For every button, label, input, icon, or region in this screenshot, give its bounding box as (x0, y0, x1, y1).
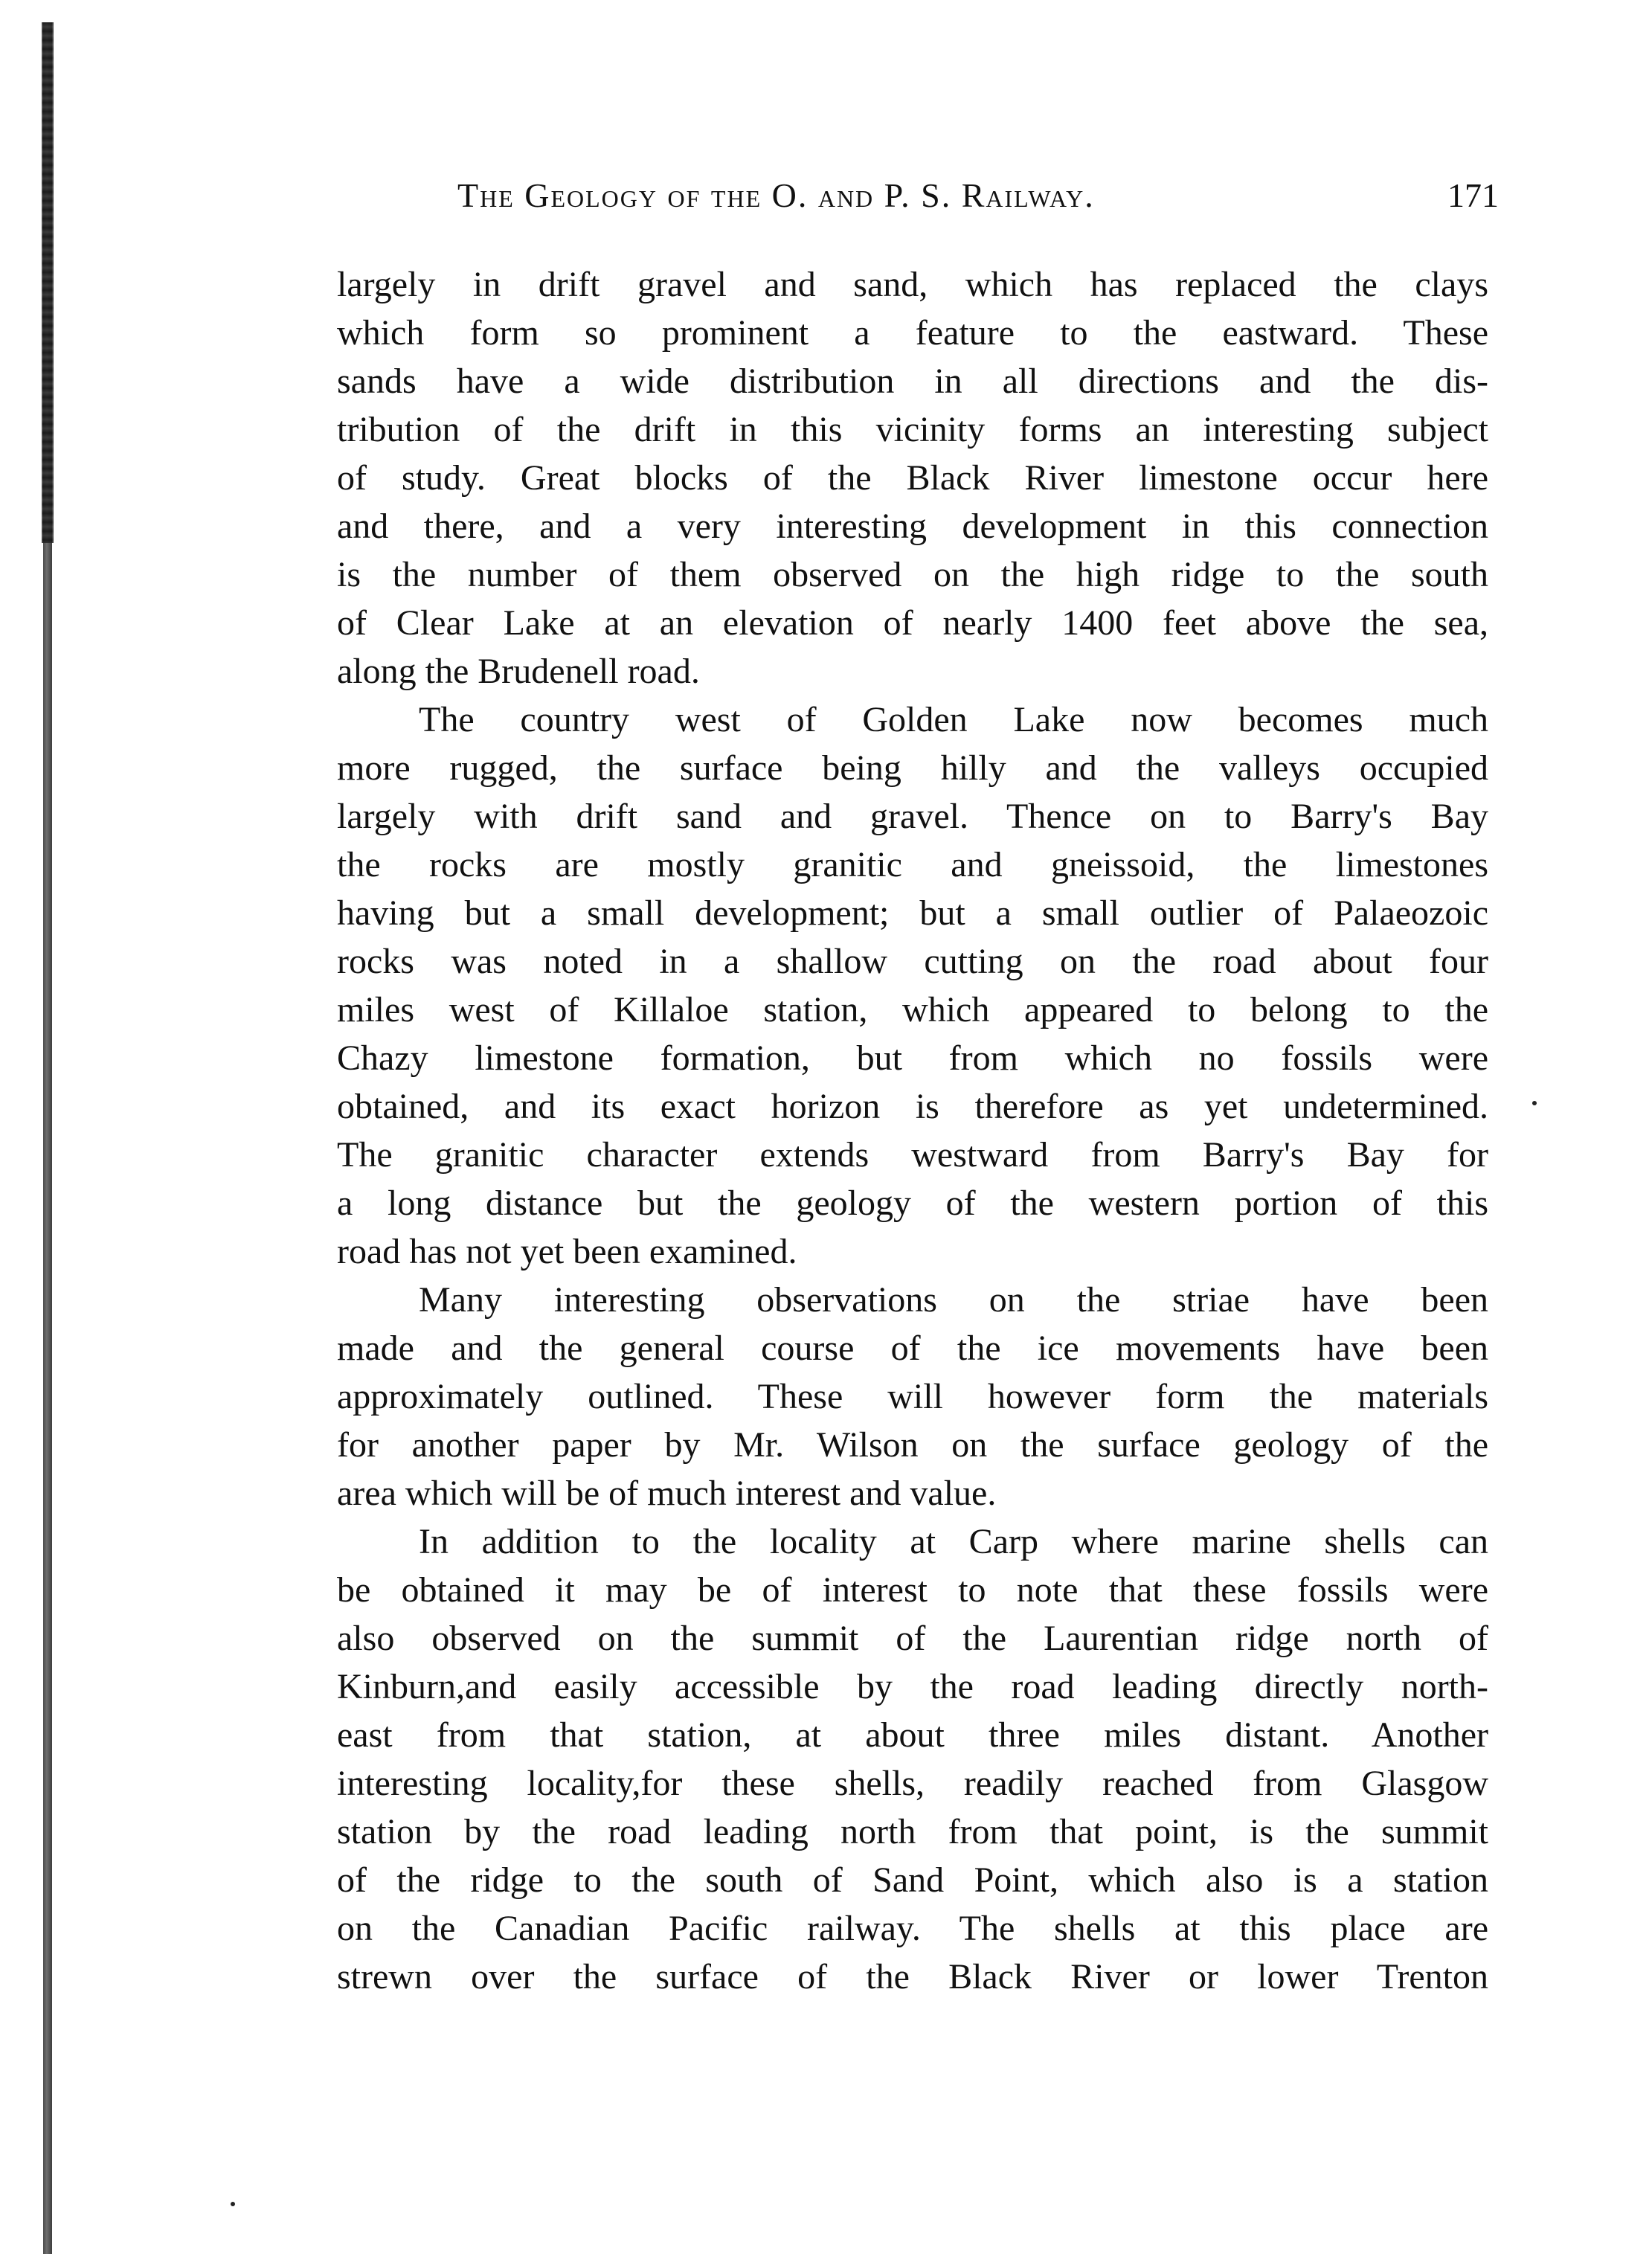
text-line: more rugged, the surface being hilly and the valleys occupied (337, 748, 1488, 788)
text-line: having but a small development; but a small outlier of Palaeozoic (337, 893, 1488, 933)
text-line: Kinburn,and easily accessible by the road leading directly north- (337, 1667, 1488, 1706)
text-line: largely with drift sand and gravel. Thence on to Barry's Bay (337, 797, 1488, 836)
paragraph-first-line: In addition to the locality at Carp where marine shells can (419, 1522, 1488, 1561)
text-line: the rocks are mostly granitic and gneissoid, the limestones (337, 845, 1488, 884)
text-line: of study. Great blocks of the Black River limestone occur here (337, 458, 1488, 498)
text-line: obtained, and its exact horizon is therefore as yet undetermined. (337, 1087, 1488, 1126)
text-line: which form so prominent a feature to the eastward. These (337, 313, 1488, 353)
text-line: of Clear Lake at an elevation of nearly 1400 feet above the sea, (337, 603, 1488, 643)
text-line: miles west of Killaloe station, which appeared to belong to the (337, 990, 1488, 1029)
ink-speck (1532, 1101, 1537, 1105)
text-line: of the ridge to the south of Sand Point, which also is a station (337, 1860, 1488, 1900)
text-line: interesting locality,for these shells, readily reached from Glasgow (337, 1764, 1488, 1803)
running-head: The Geology of the O. and P. S. Railway. (457, 176, 1095, 214)
text-line: approximately outlined. These will however form the materials (337, 1377, 1488, 1416)
text-line: The granitic character extends westward from Barry's Bay for (337, 1135, 1488, 1175)
text-line: sands have a wide distribution in all directions and the dis- (337, 362, 1488, 401)
text-line: for another paper by Mr. Wilson on the surface geology of the (337, 1425, 1488, 1465)
body-text (337, 260, 1488, 2001)
paragraph-first-line: The country west of Golden Lake now becomes much (419, 700, 1488, 739)
text-line: station by the road leading north from that point, is the summit (337, 1812, 1488, 1851)
text-line: east from that station, at about three miles distant. Another (337, 1715, 1488, 1755)
text-line: on the Canadian Pacific railway. The shells at this place are (337, 1909, 1488, 1948)
text-line: area which will be of much interest and value. (337, 1474, 997, 1513)
page-binding-shadow (42, 22, 54, 543)
page-number: 171 (1447, 176, 1499, 214)
text-line: rocks was noted in a shallow cutting on the road about four (337, 942, 1488, 981)
text-line: also observed on the summit of the Laurentian ridge north of (337, 1619, 1488, 1658)
text-line: largely in drift gravel and sand, which has replaced the clays (337, 265, 1488, 304)
text-line: Chazy limestone formation, but from which no fossils were (337, 1038, 1488, 1078)
text-line: be obtained it may be of interest to note that these fossils were (337, 1570, 1488, 1610)
text-line: a long distance but the geology of the western portion of this (337, 1183, 1488, 1223)
text-line: road has not yet been examined. (337, 1232, 797, 1271)
ink-speck (231, 2202, 235, 2206)
text-line: strewn over the surface of the Black River or lower Trenton (337, 1957, 1488, 1996)
text-line: made and the general course of the ice movements have been (337, 1329, 1488, 1368)
text-line: and there, and a very interesting development in this connection (337, 507, 1488, 546)
paragraph-first-line: Many interesting observations on the striae have been (419, 1280, 1488, 1320)
page-header (457, 176, 1499, 228)
text-line: is the number of them observed on the high ridge to the south (337, 555, 1488, 594)
text-line: tribution of the drift in this vicinity forms an interesting subject (337, 410, 1488, 449)
text-line: along the Brudenell road. (337, 652, 700, 691)
